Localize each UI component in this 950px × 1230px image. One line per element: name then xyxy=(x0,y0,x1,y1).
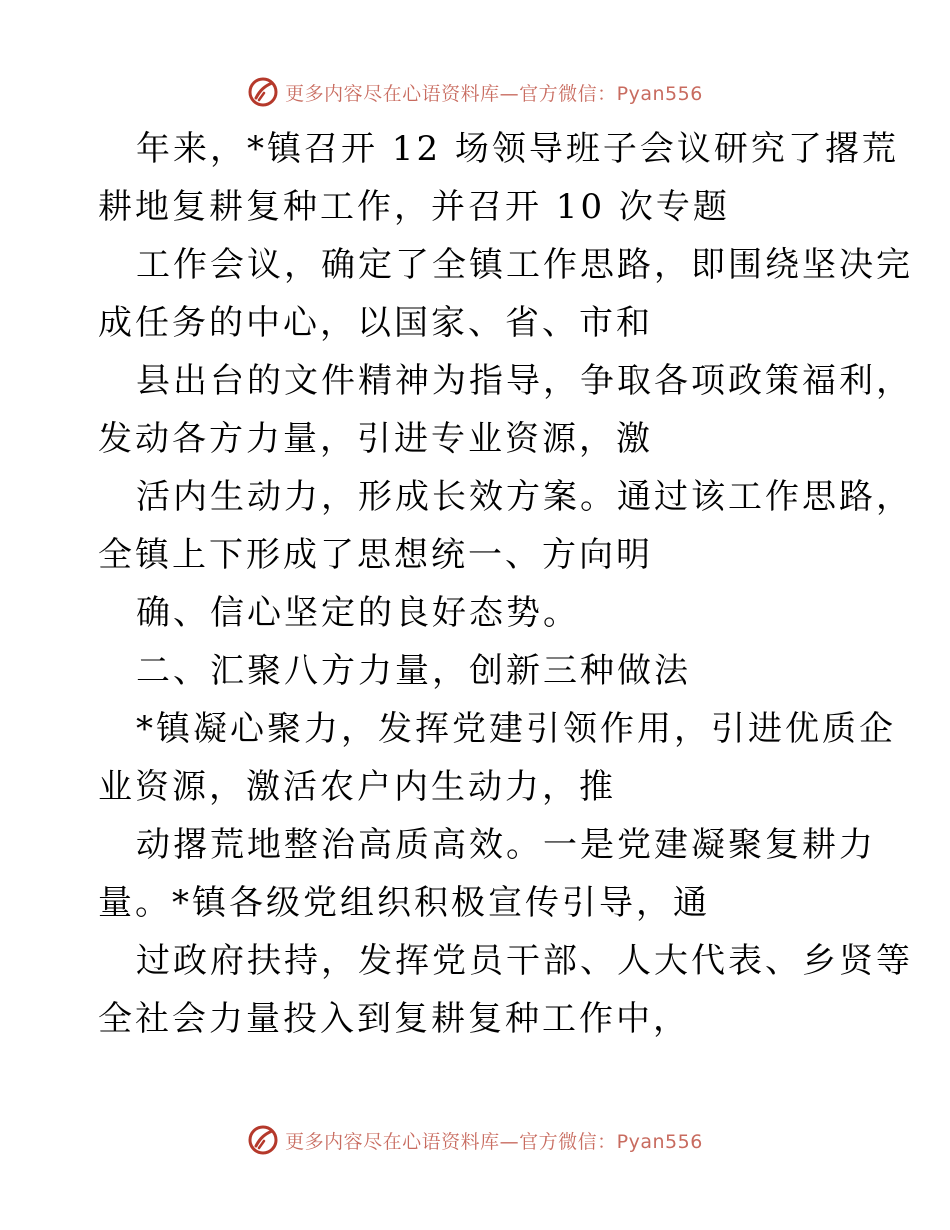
watermark-text: 更多内容尽在心语资料库—官方微信：Pyan556 xyxy=(285,1130,703,1153)
text-line: 过政府扶持，发挥党员干部、人大代表、乡贤等 xyxy=(136,941,913,981)
text-line: 成任务的中心，以国家、省、市和 xyxy=(98,303,653,343)
brush-seal-icon xyxy=(247,76,279,108)
text-line: 全社会力量投入到复耕复种工作中， xyxy=(98,999,690,1039)
text-line: 发动各方力量，引进专业资源，激 xyxy=(98,419,653,459)
text-line: 年来，*镇召开 12 场领导班子会议研究了撂荒 xyxy=(136,129,899,169)
text-line: 二、汇聚八方力量，创新三种做法 xyxy=(136,651,691,691)
text-line: 全镇上下形成了思想统一、方向明 xyxy=(98,535,653,575)
document-body xyxy=(98,120,913,1048)
text-line: 动撂荒地整治高质高效。一是党建凝聚复耕力 xyxy=(136,825,876,865)
text-line: 业资源，激活农户内生动力，推 xyxy=(98,767,616,807)
text-line: 县出台的文件精神为指导，争取各项政策福利， xyxy=(136,361,913,401)
watermark-footer xyxy=(0,1120,950,1160)
watermark-text: 更多内容尽在心语资料库—官方微信：Pyan556 xyxy=(285,82,703,105)
brush-seal-icon xyxy=(247,1124,279,1156)
text-line: *镇凝心聚力，发挥党建引领作用，引进优质企 xyxy=(136,709,896,749)
text-line: 工作会议，确定了全镇工作思路，即围绕坚决完 xyxy=(136,245,913,285)
text-line: 活内生动力，形成长效方案。通过该工作思路， xyxy=(136,477,913,517)
text-line: 确、信心坚定的良好态势。 xyxy=(136,593,580,633)
text-line: 量。*镇各级党组织积极宣传引导，通 xyxy=(98,883,710,923)
watermark-header xyxy=(0,72,950,112)
text-line: 耕地复耕复种工作，并召开 10 次专题 xyxy=(98,187,730,227)
